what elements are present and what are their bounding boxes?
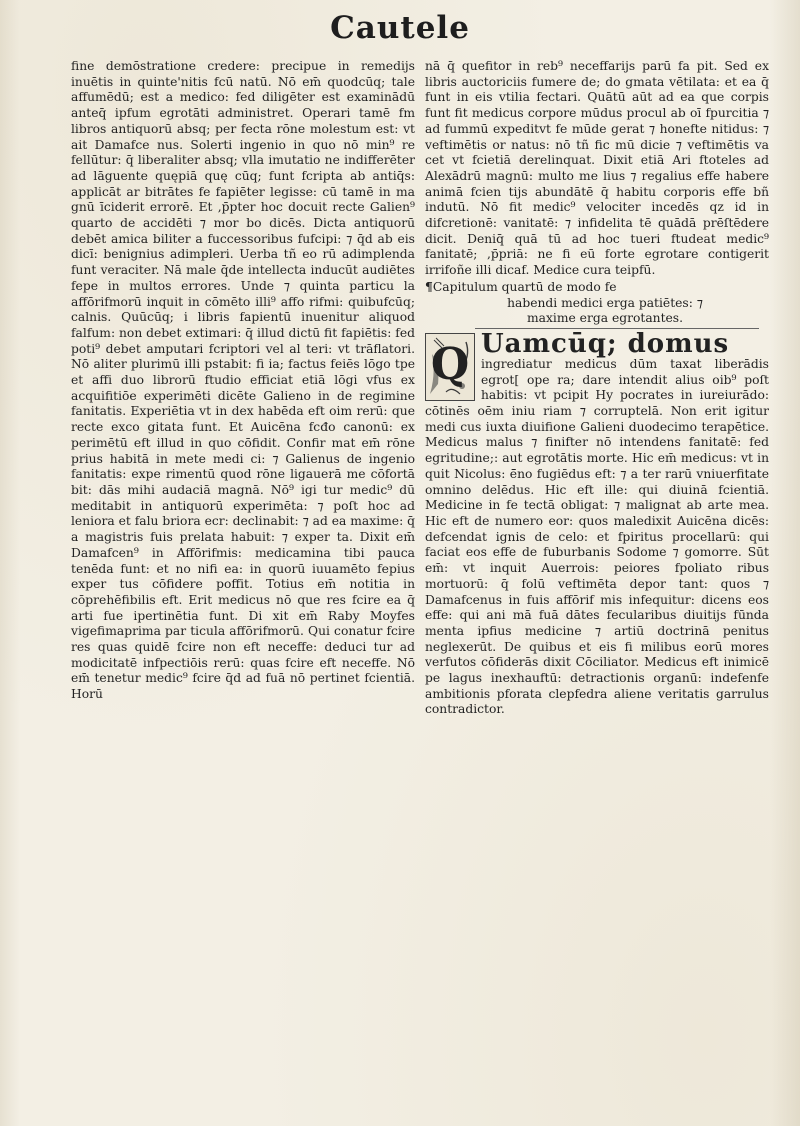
chapter-heading [425,279,769,327]
chapter-heading-line-1: Capitulum quartū de modo fe [432,279,617,294]
right-column-chapter-text: ingrediatur medicus dūm taxat liberādis egrot[ ope ra; dare intendit alius oib⁹ poſt habitis: vt pcipit Hy pocrates in iureiurādo: cōtinēs oēm iniu riam ⁊ corruptelā. Non erit igitur medi cus iuxta diuifione Galieni duodecimo terapētice. Medicus malus ⁊ finifter nō intendens fanitatē: fed egritudine;: aut egrotātis morte. Hic em̄ medicus: vt in quit Nicolus: ē̄no fugiēdus eft: ⁊ a ter rarū vniuerfitate omnino delēdus. Hic eft ille: qui diuinā fcientiā. Medicine in fe tectā obligat: ⁊ malignat ab arte mea. Hic eft de numero eor: quos maledixit Auicēna dicēs: defcendat ignis de celo: et fpiritus procellarū: qui faciat eos effe de fuburbanis Sodome ⁊ gomorre. Sūt em̄: vt inquit Auerrois: peiores fpoliato ribus mortuorū: q̄ folū veftimēta depor tant: quos ⁊ Damafcenus in fuis affōrif mis infequitur: dicens eos effe: qui ani mā fuā dātes fecularibus diuitijs fūnda menta ipfius medicine ⁊ artiū doctrinā penitus neglexerūt. De quibus et eis fi milibus eorū mores verfutos cōfiderās dixit Cōciliator. Medicus eft inimicē pe lagus inexhauftū: detractionis organū: indefenfe ambitionis pforata clepfedra aliene veritatis garrulus contradictor. [425,356,769,717]
heading-rule [475,328,759,329]
page-edge-shadow-left [0,0,20,1126]
chapter-heading-line-3: maxime erga egrotantes. [526,311,684,326]
initial-letter: Q [430,338,470,390]
left-column-text: fine demōstratione credere: precipue in remedijs inuētis in quinte'nitis fcū natū. Nō em̄ quodcūq; tale affumēdū; est a medico: fed diligēter est examinādū anteq̄ ipfum egrotāti administret. Operari tamē fm libros antiquorū absq; per fecta rōne molestum est: vt ait Damafce nus. Solerti ingenio in quo nō min⁹ re fellūtur: q̄ liberaliter absq; vlla imutatio ne indifferēter ad lāguente quępiā quę cūq; funt fcripta ab antiq̄s: applicāt ar bitrātes fe fapiēter legisse: cū tamē in ma gnū īciderit errorē. Et ,p̄pter hoc docuit recte Galien⁹ quarto de accidēti ⁊ mor bo dicēs. Dicta antiquorū debēt amica biliter a fuccessoribus fufcipi: ⁊ q̄d ab eis dicī: benignius adimpleri. Uerba tñ eo rū adimplenda funt veraciter. Nā male q̄de intellecta inducūt audiētes fepe in multos errores. Unde ⁊ quinta particu la affōrifmorū inquit in cōmēto illi⁹ affo rifmi: quibufcūq; calnis. Quūcūq; i libris fapientū inuenitur aliquod falfum: non debet extimari: q̄ illud dictū fit fapiētis: fed poti⁹ debet amputari fcriptori vel al teri: vt trāflatori. Nō aliter plurimū illi pstabit: fi ia; factus feiēs lōgo tpe et affi duo librorū ftudio efficiat etiā lōgi vfus ex acquifitiōe experimēti dicēte Galieno in de regimine fanitatis. Experiētia vt in dex habēda eft oim rerū: que recte exco gitata funt. Et Auicēna fcđo canonū: ex perimētū eft illud in quo cōfidit. Confir mat em̄ rōne prius habitā in mete medi ci: ⁊ Galienus de ingenio fanitatis: expe rimentū quod rōne ligauerā me cōfortā bit: dās mihi audaciā magnā. Nō⁹ igi tur medic⁹ dū meditabit in antiquorū experimēta: ⁊ poſt hoc ad leniora et falu briora ecr: declinabit: ⁊ ad ea maxime: q̄ a magistris fuis prelata habuit: ⁊ exper ta. Dixit em̄ Damafcen⁹ in Affōrifmis: medicamina tibi pauca tenēda funt: et no nifi ea: in quorū iuuamēto fepius exper tus cōfidere poffit. Totius em̄ notitia in cōprehēfibilis eft. Erit medicus nō que res fcire ea q̄ arti fue ipertinētia funt. Di xit em̄ Raby Moyfes vigefimaprima par ticula affōrifmorū. Qui conatur fcire res quas quidē fcire non eft neceffe: deduci tur ad modicitatē infpectiōis rerū: quas fcire eft neceffe. Nō em̄ tenetur medic⁹ fcire q̄d ad fuā nō pertinet fcientiā. Horū [71,59,415,702]
right-column-intro-text: nā q̄ quefitor in reb⁹ neceffarijs parū fa pit. Sed ex libris auctoriciis fumere de; do gmata vētilata: et ea q̄ funt in eis vtilia fectari. Quātū aūt ad ea que corpis funt fit medicus corpore mūdus procul ab oī fpurcitia ⁊ ad fummū expeditvt fe mūde gerat ⁊ honefte nitidus: ⁊ veftimētis or natus: nō tñ fic mū dicie ⁊ veftimētis va cet vt fcietiā derelinquat. Dixit etiā Ari ftoteles ad Alexādrū magnū: multo me lius ⁊ regalius effe habere animā fcien tijs abundātē q̄ habitu corporis effe bñ indutū. Nō fit medic⁹ velociter incedēs qz id in difcretionē: vanitatē: ⁊ infidelita tē quādā prēſtēdere dicit. Deniq̄ quā tū ad hoc tueri ftudeat medic⁹ fanitatē; ,p̄priā: ne fi eū forte egrotare contigerit irrifoñe illi dicaf. Medice cura teipfū. [425,59,769,278]
paragraph-mark-icon: ¶ [425,278,433,294]
decorated-initial [425,333,475,401]
right-column [425,59,769,718]
chapter-lead-word: Uamcūq; domus [481,330,730,359]
left-column [71,59,415,703]
page-edge-shadow-right [770,0,800,1126]
running-head: Cautele [330,10,470,46]
chapter-heading-line-2: habendi medici erga patiētes: ⁊ [507,295,703,310]
chapter-opening [425,331,769,718]
